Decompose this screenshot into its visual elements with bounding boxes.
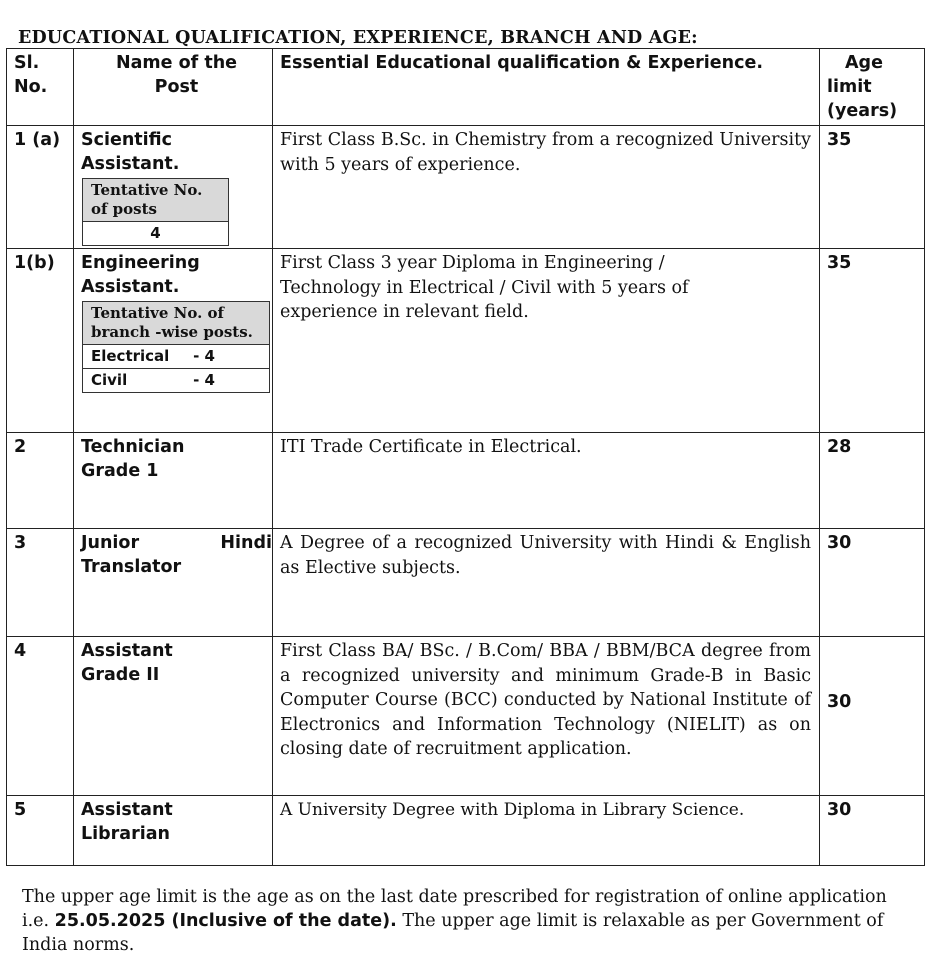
header-sl-line1: Sl. bbox=[14, 53, 40, 73]
age-limit-cell: 28 bbox=[820, 433, 925, 529]
qualification-table bbox=[6, 48, 925, 866]
header-sl-line2: No. bbox=[14, 77, 48, 97]
tentative-posts-box bbox=[82, 178, 229, 246]
sl-no-cell: 2 bbox=[7, 433, 74, 529]
post-name-line1: Technician bbox=[81, 437, 185, 457]
post-name-line1: Assistant bbox=[81, 800, 173, 820]
post-name-cell bbox=[74, 637, 273, 796]
post-name-line1: Assistant bbox=[81, 641, 173, 661]
header-name-line2: Post bbox=[154, 77, 199, 97]
post-name-line1: Scientific bbox=[81, 130, 173, 150]
branch-posts-box bbox=[82, 301, 270, 393]
header-name-of-post bbox=[74, 49, 273, 126]
sl-no-cell: 1(b) bbox=[7, 249, 74, 433]
table-row bbox=[7, 637, 925, 796]
post-name-line2: Translator bbox=[81, 557, 182, 577]
branch-electrical-count: - 4 bbox=[193, 347, 215, 365]
tentative-posts-count: 4 bbox=[83, 222, 229, 246]
post-name-line2: Grade 1 bbox=[81, 461, 159, 481]
branch-civil bbox=[83, 369, 270, 393]
table-row bbox=[7, 433, 925, 529]
branch-civil-count: - 4 bbox=[193, 371, 215, 389]
qualification-cell: ITI Trade Certificate in Electrical. bbox=[273, 433, 820, 529]
qualification-cell: First Class 3 year Diploma in Engineering / Technology in Electrical / Civil with 5 years of experience in relevant field. bbox=[273, 249, 820, 433]
post-name-line2: Assistant. bbox=[81, 277, 180, 297]
age-limit-note bbox=[22, 885, 902, 957]
note-text-part2: The upper age limit is relaxable as per Government of India norms. bbox=[22, 911, 884, 955]
header-name-line1: Name of the bbox=[115, 53, 238, 73]
branch-civil-name: Civil bbox=[91, 371, 128, 389]
branch-electrical-name: Electrical bbox=[91, 347, 170, 365]
age-limit-cell: 30 bbox=[820, 637, 925, 796]
branch-electrical bbox=[83, 345, 270, 369]
note-closing-date: 25.05.2025 (Inclusive of the date). bbox=[54, 911, 397, 931]
sl-no-cell: 3 bbox=[7, 529, 74, 637]
header-age-line1: Age bbox=[845, 53, 883, 73]
post-name-line2: Grade II bbox=[81, 665, 160, 685]
table-row bbox=[7, 796, 925, 866]
post-name-line1: Junior Hindi bbox=[81, 533, 272, 553]
qualification-cell: First Class B.Sc. in Chemistry from a recognized University with 5 years of experience. bbox=[273, 126, 820, 249]
post-name-line2: Assistant. bbox=[81, 154, 180, 174]
post-name-cell bbox=[74, 529, 273, 637]
table-header-row bbox=[7, 49, 925, 126]
post-name-cell bbox=[74, 249, 273, 433]
sl-no-cell: 4 bbox=[7, 637, 74, 796]
sl-no-cell: 1 (a) bbox=[7, 126, 74, 249]
header-age-line3: (years) bbox=[827, 101, 898, 121]
tentative-posts-label: Tentative No. of posts bbox=[83, 179, 229, 222]
sl-no-cell: 5 bbox=[7, 796, 74, 866]
section-heading: EDUCATIONAL QUALIFICATION, EXPERIENCE, BRANCH AND AGE: bbox=[18, 28, 698, 48]
post-name-line1: Engineering bbox=[81, 253, 200, 273]
post-name-line2: Librarian bbox=[81, 824, 171, 844]
table-row bbox=[7, 126, 925, 249]
age-limit-cell: 35 bbox=[820, 126, 925, 249]
header-sl-no bbox=[7, 49, 74, 126]
qualification-cell: First Class BA/ BSc. / B.Com/ BBA / BBM/BCA degree from a recognized university and minimum Grade-B in Basic Computer Course (BCC) conducted by National Institute of Electronics and Information Technology (NIELIT) as on closing date of recruitment application. bbox=[273, 637, 820, 796]
header-qualification: Essential Educational qualification & Experience. bbox=[273, 49, 820, 126]
age-limit-cell: 30 bbox=[820, 529, 925, 637]
qualification-cell: A University Degree with Diploma in Library Science. bbox=[273, 796, 820, 866]
note-text-part1: The upper age limit is the age as on the last date prescribed for registration of online application i.e. bbox=[22, 887, 887, 931]
table-row bbox=[7, 249, 925, 433]
header-age-line2: limit bbox=[827, 77, 872, 97]
post-name-cell bbox=[74, 796, 273, 866]
header-age-limit bbox=[820, 49, 925, 126]
qualification-cell: A Degree of a recognized University with Hindi & English as Elective subjects. bbox=[273, 529, 820, 637]
age-limit-cell: 35 bbox=[820, 249, 925, 433]
post-name-cell bbox=[74, 126, 273, 249]
table-row bbox=[7, 529, 925, 637]
branch-posts-label: Tentative No. of branch -wise posts. bbox=[83, 302, 270, 345]
age-limit-cell: 30 bbox=[820, 796, 925, 866]
post-name-cell bbox=[74, 433, 273, 529]
